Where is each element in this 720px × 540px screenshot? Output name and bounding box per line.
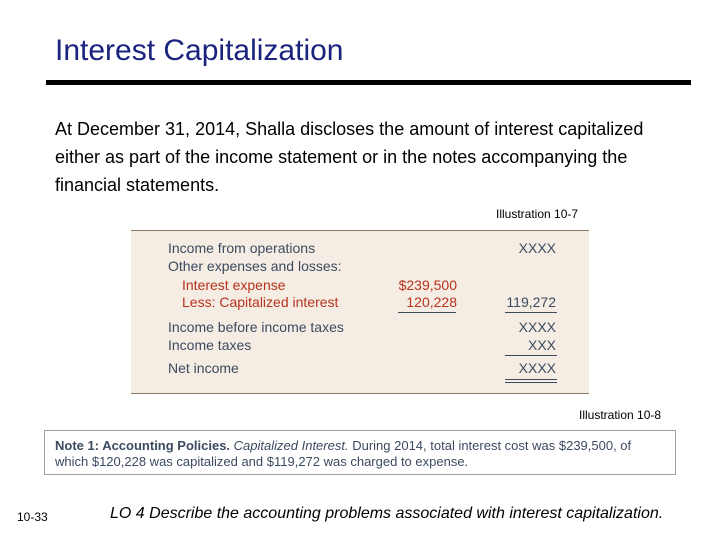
statement-row-label: Income before income taxes — [168, 319, 344, 335]
statement-row — [131, 277, 589, 295]
illustration-10-8-label: Illustration 10-8 — [579, 408, 662, 422]
statement-row-label: Other expenses and losses: — [168, 258, 342, 274]
statement-row — [131, 258, 589, 276]
statement-row-col1: $239,500 — [398, 277, 457, 293]
double-rule-top — [505, 379, 557, 380]
note-subheading: Capitalized Interest. — [233, 438, 349, 453]
subtotal-rule — [505, 355, 557, 356]
statement-row-label: Less: Capitalized interest — [182, 294, 339, 310]
statement-row-col2: XXXX — [518, 319, 556, 335]
income-statement-excerpt — [131, 230, 589, 394]
statement-row-col2: XXXX — [518, 360, 556, 376]
title-rule — [46, 80, 691, 85]
subtotal-rule — [398, 312, 456, 313]
body-text: At December 31, 2014, Shalla discloses the amount of interest capitalized either as part of the income statement or in the notes accompanying the financial statements. — [55, 119, 644, 195]
statement-row-col2: 119,272 — [506, 294, 556, 310]
statement-row-col1: 120,228 — [406, 294, 457, 310]
statement-row-col2: XXX — [527, 337, 556, 353]
subtotal-rule — [505, 312, 557, 313]
slide-title: Interest Capitalization — [55, 34, 344, 67]
double-rule-bottom — [505, 382, 557, 383]
statement-row — [131, 294, 589, 312]
statement-row — [131, 319, 589, 337]
statement-row — [131, 360, 589, 378]
accounting-policies-note — [44, 430, 676, 475]
statement-row-label: Interest expense — [182, 277, 286, 293]
statement-row — [131, 337, 589, 355]
learning-objective: LO 4 Describe the accounting problems associated with interest capitalization. — [110, 505, 664, 522]
note-heading: Note 1: Accounting Policies. — [55, 438, 231, 453]
slide-number: 10-33 — [17, 510, 48, 524]
statement-row-label: Income taxes — [168, 337, 252, 353]
note-text: During 2014, total interest cost was $239,500, of which $120,228 was capitalized and $119,272 was charged to expense. — [55, 438, 632, 469]
statement-row — [131, 240, 589, 258]
statement-row-col2: XXXX — [518, 240, 556, 256]
statement-row-label: Income from operations — [168, 240, 316, 256]
statement-row-label: Net income — [168, 360, 239, 376]
illustration-10-7-label: Illustration 10-7 — [496, 207, 579, 221]
